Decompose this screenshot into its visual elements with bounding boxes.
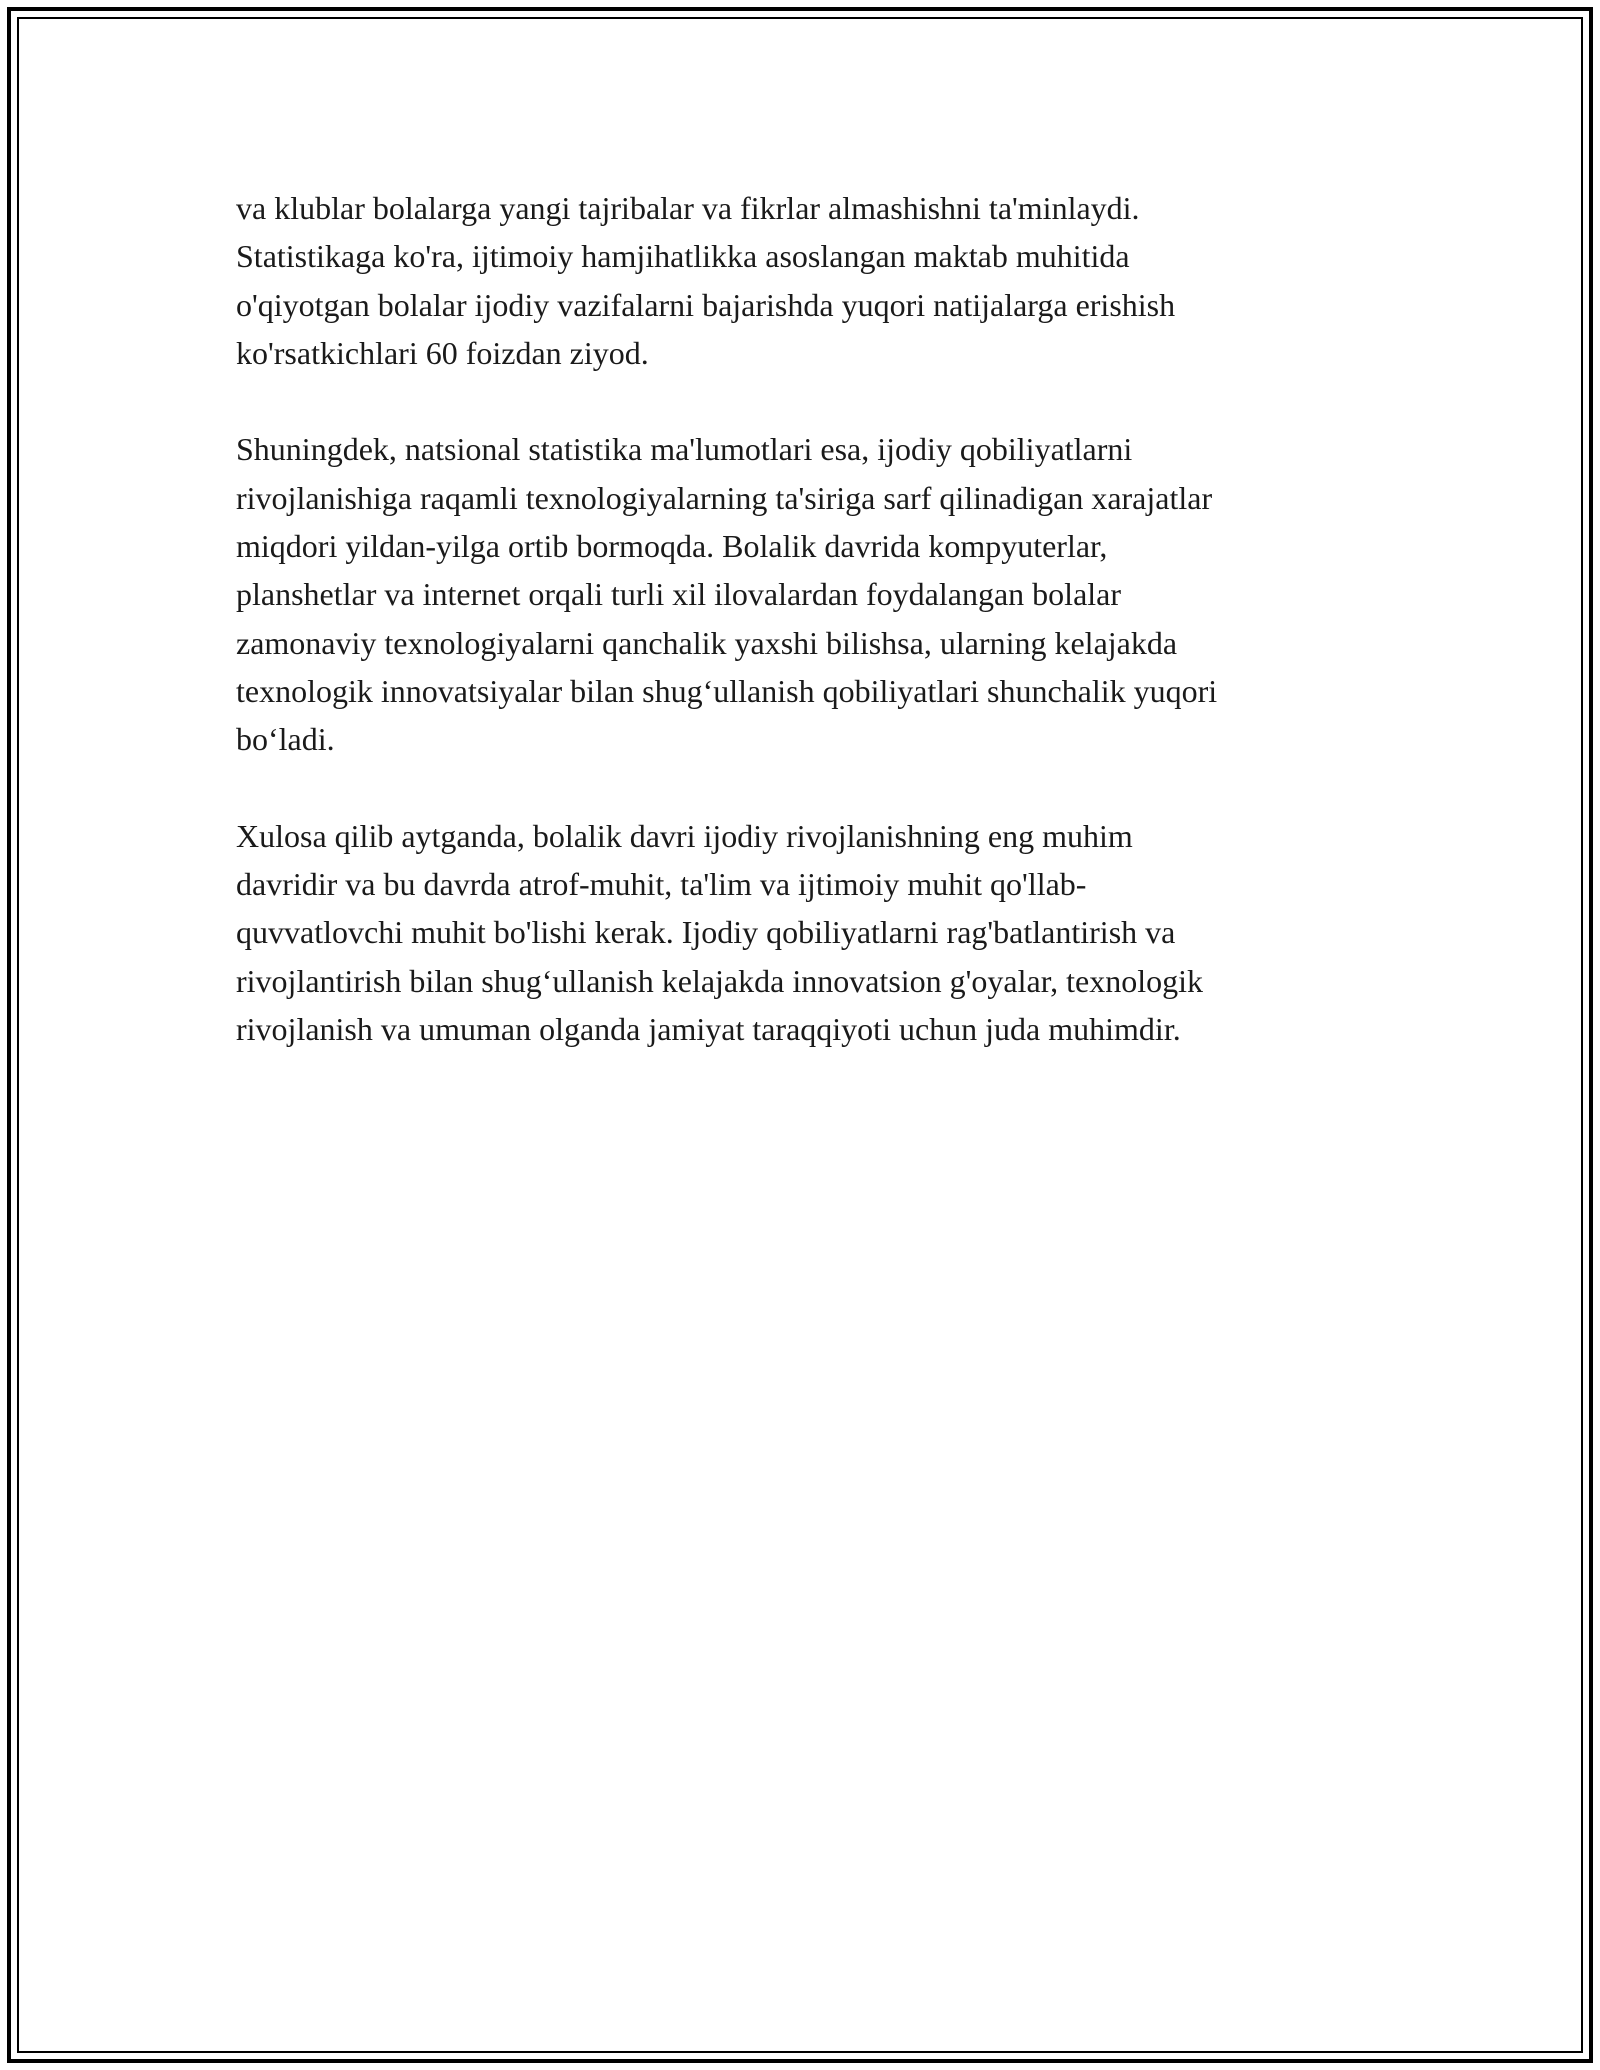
- text-line: Shuningdek, natsional statistika ma'lumotlari esa, ijodiy qobiliyatlarni: [236, 431, 1133, 468]
- text-line: rivojlantirish bilan shug‘ullanish kelajakda innovatsion g'oyalar, texnologik: [236, 962, 1203, 999]
- paragraph-2: [236, 425, 1396, 763]
- paragraph-3: [236, 812, 1396, 1053]
- text-line: miqdori yildan-yilga ortib bormoqda. Bolalik davrida kompyuterlar,: [236, 528, 1108, 565]
- text-line: o'qiyotgan bolalar ijodiy vazifalarni bajarishda yuqori natijalarga erishish: [236, 286, 1176, 323]
- text-line: davridir va bu davrda atrof-muhit, ta'lim va ijtimoiy muhit qo'llab-: [236, 866, 1087, 903]
- text-line: Statistikaga ko'ra, ijtimoiy hamjihatlikka asoslangan maktab muhitida: [236, 238, 1130, 275]
- text-line: rivojlanishiga raqamli texnologiyalarning ta'siriga sarf qilinadigan xarajatlar: [236, 479, 1213, 516]
- text-line: Xulosa qilib aytganda, bolalik davri ijodiy rivojlanishning eng muhim: [236, 817, 1133, 854]
- text-line: bo‘ladi.: [236, 721, 335, 758]
- text-line: ko'rsatkichlari 60 foizdan ziyod.: [236, 334, 649, 371]
- paragraph-1: [236, 184, 1396, 377]
- document-body: [236, 184, 1396, 1102]
- text-line: texnologik innovatsiyalar bilan shug‘ullanish qobiliyatlari shunchalik yuqori: [236, 672, 1218, 709]
- text-line: planshetlar va internet orqali turli xil ilovalardan foydalangan bolalar: [236, 576, 1122, 613]
- text-line: quvvatlovchi muhit bo'lishi kerak. Ijodiy qobiliyatlarni rag'batlantirish va: [236, 914, 1176, 951]
- text-line: rivojlanish va umuman olganda jamiyat taraqqiyoti uchun juda muhimdir.: [236, 1011, 1181, 1048]
- text-line: va klublar bolalarga yangi tajribalar va fikrlar almashishni ta'minlaydi.: [236, 190, 1140, 226]
- text-line: zamonaviy texnologiyalarni qanchalik yaxshi bilishsa, ularning kelajakda: [236, 624, 1178, 661]
